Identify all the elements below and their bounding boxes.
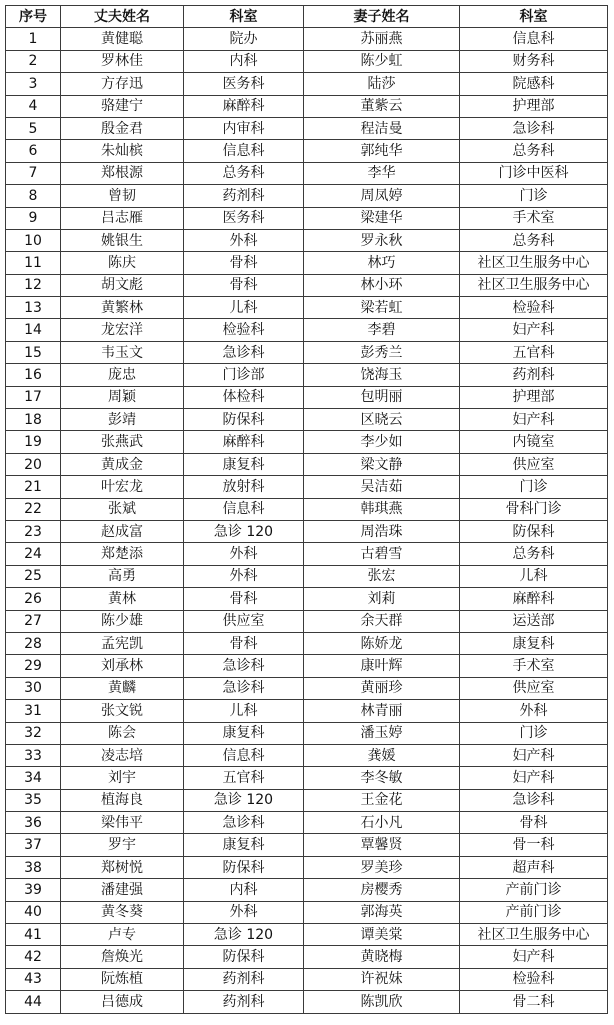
- cell-husband-name: 庞忠: [61, 364, 184, 386]
- header-husband-department: 科室: [184, 6, 304, 28]
- cell-husband-name: 黄健聪: [61, 28, 184, 50]
- cell-serial-number: 21: [6, 476, 61, 498]
- cell-wife-department: 院感科: [460, 73, 608, 95]
- cell-wife-name: 许祝妹: [304, 968, 460, 990]
- cell-serial-number: 11: [6, 252, 61, 274]
- cell-husband-department: 康复科: [184, 453, 304, 475]
- table-row: [6, 744, 608, 766]
- cell-husband-department: 信息科: [184, 744, 304, 766]
- cell-wife-department: 门诊中医科: [460, 162, 608, 184]
- table-body: [6, 28, 608, 1013]
- cell-wife-name: 林巧: [304, 252, 460, 274]
- cell-husband-department: 防保科: [184, 856, 304, 878]
- cell-serial-number: 31: [6, 700, 61, 722]
- cell-wife-department: 门诊: [460, 185, 608, 207]
- cell-serial-number: 38: [6, 856, 61, 878]
- cell-wife-department: 供应室: [460, 453, 608, 475]
- cell-husband-name: 吕德成: [61, 991, 184, 1013]
- cell-wife-name: 梁文静: [304, 453, 460, 475]
- cell-wife-name: 李华: [304, 162, 460, 184]
- table-row: [6, 968, 608, 990]
- cell-wife-department: 骨科: [460, 812, 608, 834]
- cell-wife-name: 罗永秋: [304, 229, 460, 251]
- table-row: [6, 229, 608, 251]
- cell-wife-name: 石小凡: [304, 812, 460, 834]
- staff-couples-table: [5, 5, 608, 1014]
- cell-husband-name: 胡文彪: [61, 274, 184, 296]
- cell-wife-department: 超声科: [460, 856, 608, 878]
- header-husband-name: 丈夫姓名: [61, 6, 184, 28]
- table-row: [6, 520, 608, 542]
- cell-wife-department: 护理部: [460, 386, 608, 408]
- cell-serial-number: 26: [6, 588, 61, 610]
- cell-wife-department: 财务科: [460, 50, 608, 72]
- cell-wife-name: 梁建华: [304, 207, 460, 229]
- cell-husband-name: 朱灿槟: [61, 140, 184, 162]
- cell-wife-name: 龚媛: [304, 744, 460, 766]
- cell-husband-name: 骆建宁: [61, 95, 184, 117]
- cell-wife-department: 妇产科: [460, 946, 608, 968]
- table-row: [6, 767, 608, 789]
- cell-serial-number: 29: [6, 655, 61, 677]
- cell-wife-department: 妇产科: [460, 409, 608, 431]
- cell-husband-name: 刘承林: [61, 655, 184, 677]
- cell-serial-number: 19: [6, 431, 61, 453]
- cell-husband-name: 陈会: [61, 722, 184, 744]
- cell-wife-name: 郭纯华: [304, 140, 460, 162]
- cell-husband-name: 姚银生: [61, 229, 184, 251]
- cell-wife-name: 董紫云: [304, 95, 460, 117]
- table-row: [6, 789, 608, 811]
- cell-husband-name: 吕志雁: [61, 207, 184, 229]
- cell-husband-name: 黄冬葵: [61, 901, 184, 923]
- cell-wife-name: 区晓云: [304, 409, 460, 431]
- cell-wife-name: 陈凯欣: [304, 991, 460, 1013]
- cell-wife-name: 林青丽: [304, 700, 460, 722]
- cell-husband-name: 罗宇: [61, 834, 184, 856]
- cell-serial-number: 42: [6, 946, 61, 968]
- table-row: [6, 655, 608, 677]
- cell-husband-department: 院办: [184, 28, 304, 50]
- cell-husband-department: 门诊部: [184, 364, 304, 386]
- cell-wife-name: 陈少虹: [304, 50, 460, 72]
- cell-wife-name: 苏丽燕: [304, 28, 460, 50]
- cell-husband-department: 检验科: [184, 319, 304, 341]
- cell-husband-department: 麻醉科: [184, 95, 304, 117]
- cell-wife-name: 周浩珠: [304, 520, 460, 542]
- cell-husband-department: 外科: [184, 901, 304, 923]
- cell-husband-name: 周颖: [61, 386, 184, 408]
- cell-husband-name: 叶宏龙: [61, 476, 184, 498]
- header-serial-number: 序号: [6, 6, 61, 28]
- cell-husband-department: 急诊 120: [184, 520, 304, 542]
- cell-serial-number: 43: [6, 968, 61, 990]
- cell-husband-name: 孟宪凯: [61, 632, 184, 654]
- cell-husband-department: 五官科: [184, 767, 304, 789]
- cell-serial-number: 14: [6, 319, 61, 341]
- cell-serial-number: 34: [6, 767, 61, 789]
- table-row: [6, 588, 608, 610]
- cell-husband-department: 康复科: [184, 834, 304, 856]
- cell-serial-number: 41: [6, 924, 61, 946]
- cell-wife-department: 门诊: [460, 722, 608, 744]
- cell-husband-name: 梁伟平: [61, 812, 184, 834]
- cell-husband-name: 张文锐: [61, 700, 184, 722]
- cell-husband-department: 内审科: [184, 117, 304, 139]
- table-row: [6, 207, 608, 229]
- cell-husband-name: 阮炼植: [61, 968, 184, 990]
- cell-serial-number: 1: [6, 28, 61, 50]
- cell-husband-department: 信息科: [184, 498, 304, 520]
- cell-wife-name: 李冬敏: [304, 767, 460, 789]
- table-row: [6, 834, 608, 856]
- cell-wife-name: 房樱秀: [304, 879, 460, 901]
- cell-husband-department: 急诊科: [184, 655, 304, 677]
- cell-husband-name: 凌志培: [61, 744, 184, 766]
- cell-serial-number: 22: [6, 498, 61, 520]
- cell-husband-name: 曾韧: [61, 185, 184, 207]
- table-row: [6, 543, 608, 565]
- cell-husband-name: 郑树悦: [61, 856, 184, 878]
- cell-wife-department: 产前门诊: [460, 901, 608, 923]
- cell-wife-name: 黄丽珍: [304, 677, 460, 699]
- cell-serial-number: 15: [6, 341, 61, 363]
- cell-wife-name: 刘莉: [304, 588, 460, 610]
- cell-wife-department: 急诊科: [460, 117, 608, 139]
- cell-husband-name: 郑楚添: [61, 543, 184, 565]
- cell-wife-department: 麻醉科: [460, 588, 608, 610]
- cell-serial-number: 25: [6, 565, 61, 587]
- cell-wife-name: 陆莎: [304, 73, 460, 95]
- cell-serial-number: 24: [6, 543, 61, 565]
- table-row: [6, 185, 608, 207]
- cell-husband-name: 赵成富: [61, 520, 184, 542]
- cell-husband-department: 骨科: [184, 588, 304, 610]
- cell-wife-department: 骨二科: [460, 991, 608, 1013]
- cell-wife-department: 妇产科: [460, 319, 608, 341]
- table-row: [6, 431, 608, 453]
- cell-serial-number: 20: [6, 453, 61, 475]
- table-row: [6, 901, 608, 923]
- table-row: [6, 722, 608, 744]
- table-row: [6, 991, 608, 1013]
- cell-wife-department: 检验科: [460, 968, 608, 990]
- cell-husband-department: 药剂科: [184, 991, 304, 1013]
- cell-husband-name: 刘宇: [61, 767, 184, 789]
- cell-serial-number: 39: [6, 879, 61, 901]
- cell-husband-name: 高勇: [61, 565, 184, 587]
- table-row: [6, 95, 608, 117]
- cell-wife-department: 门诊: [460, 476, 608, 498]
- cell-husband-department: 外科: [184, 543, 304, 565]
- cell-serial-number: 3: [6, 73, 61, 95]
- table-row: [6, 252, 608, 274]
- cell-serial-number: 2: [6, 50, 61, 72]
- cell-wife-name: 韩琪燕: [304, 498, 460, 520]
- cell-wife-name: 彭秀兰: [304, 341, 460, 363]
- cell-husband-name: 殷金君: [61, 117, 184, 139]
- cell-husband-name: 罗林佳: [61, 50, 184, 72]
- cell-serial-number: 6: [6, 140, 61, 162]
- cell-husband-name: 黄繁林: [61, 297, 184, 319]
- cell-wife-department: 康复科: [460, 632, 608, 654]
- cell-serial-number: 32: [6, 722, 61, 744]
- cell-husband-name: 陈少雄: [61, 610, 184, 632]
- cell-wife-department: 急诊科: [460, 789, 608, 811]
- cell-wife-name: 潘玉婷: [304, 722, 460, 744]
- cell-husband-name: 郑根源: [61, 162, 184, 184]
- cell-husband-name: 黄成金: [61, 453, 184, 475]
- table-row: [6, 453, 608, 475]
- cell-serial-number: 40: [6, 901, 61, 923]
- header-row: [6, 6, 608, 28]
- cell-wife-name: 覃馨贤: [304, 834, 460, 856]
- cell-serial-number: 7: [6, 162, 61, 184]
- cell-husband-department: 医务科: [184, 207, 304, 229]
- table-row: [6, 498, 608, 520]
- table-row: [6, 297, 608, 319]
- cell-wife-name: 李少如: [304, 431, 460, 453]
- cell-husband-department: 防保科: [184, 946, 304, 968]
- cell-husband-department: 骨科: [184, 252, 304, 274]
- cell-serial-number: 4: [6, 95, 61, 117]
- table-row: [6, 50, 608, 72]
- cell-husband-department: 急诊科: [184, 677, 304, 699]
- cell-serial-number: 23: [6, 520, 61, 542]
- table-row: [6, 632, 608, 654]
- cell-wife-name: 吴洁茹: [304, 476, 460, 498]
- cell-husband-name: 方存迅: [61, 73, 184, 95]
- table-row: [6, 409, 608, 431]
- cell-husband-name: 黄麟: [61, 677, 184, 699]
- cell-wife-name: 余天群: [304, 610, 460, 632]
- cell-husband-department: 信息科: [184, 140, 304, 162]
- cell-serial-number: 17: [6, 386, 61, 408]
- cell-wife-department: 护理部: [460, 95, 608, 117]
- cell-wife-department: 药剂科: [460, 364, 608, 386]
- cell-husband-department: 体检科: [184, 386, 304, 408]
- cell-wife-name: 饶海玉: [304, 364, 460, 386]
- table-row: [6, 476, 608, 498]
- cell-wife-name: 陈娇龙: [304, 632, 460, 654]
- cell-husband-name: 植海良: [61, 789, 184, 811]
- cell-wife-name: 包明丽: [304, 386, 460, 408]
- cell-husband-name: 张燕武: [61, 431, 184, 453]
- cell-wife-department: 防保科: [460, 520, 608, 542]
- cell-husband-department: 骨科: [184, 274, 304, 296]
- table-row: [6, 386, 608, 408]
- cell-serial-number: 9: [6, 207, 61, 229]
- cell-serial-number: 44: [6, 991, 61, 1013]
- cell-husband-department: 儿科: [184, 297, 304, 319]
- cell-serial-number: 10: [6, 229, 61, 251]
- cell-wife-name: 林小环: [304, 274, 460, 296]
- header-wife-department: 科室: [460, 6, 608, 28]
- cell-wife-name: 梁若虹: [304, 297, 460, 319]
- cell-wife-name: 周凤婷: [304, 185, 460, 207]
- cell-husband-name: 张斌: [61, 498, 184, 520]
- table-header: [6, 6, 608, 28]
- cell-wife-department: 妇产科: [460, 767, 608, 789]
- cell-serial-number: 36: [6, 812, 61, 834]
- cell-husband-department: 急诊科: [184, 812, 304, 834]
- cell-husband-name: 彭靖: [61, 409, 184, 431]
- cell-serial-number: 37: [6, 834, 61, 856]
- cell-serial-number: 28: [6, 632, 61, 654]
- cell-wife-department: 妇产科: [460, 744, 608, 766]
- cell-serial-number: 35: [6, 789, 61, 811]
- table-row: [6, 565, 608, 587]
- cell-husband-department: 内科: [184, 879, 304, 901]
- cell-husband-department: 麻醉科: [184, 431, 304, 453]
- cell-husband-name: 卢专: [61, 924, 184, 946]
- cell-serial-number: 13: [6, 297, 61, 319]
- cell-serial-number: 8: [6, 185, 61, 207]
- cell-wife-department: 五官科: [460, 341, 608, 363]
- cell-wife-department: 总务科: [460, 543, 608, 565]
- table-row: [6, 610, 608, 632]
- cell-husband-department: 急诊科: [184, 341, 304, 363]
- cell-serial-number: 12: [6, 274, 61, 296]
- cell-wife-department: 运送部: [460, 610, 608, 632]
- cell-wife-department: 总务科: [460, 140, 608, 162]
- cell-serial-number: 30: [6, 677, 61, 699]
- table-row: [6, 73, 608, 95]
- cell-wife-department: 检验科: [460, 297, 608, 319]
- cell-wife-department: 信息科: [460, 28, 608, 50]
- cell-wife-name: 李碧: [304, 319, 460, 341]
- cell-wife-name: 古碧雪: [304, 543, 460, 565]
- cell-wife-department: 外科: [460, 700, 608, 722]
- table-row: [6, 341, 608, 363]
- cell-husband-name: 黄林: [61, 588, 184, 610]
- cell-wife-department: 产前门诊: [460, 879, 608, 901]
- cell-wife-department: 总务科: [460, 229, 608, 251]
- cell-wife-name: 黄晓梅: [304, 946, 460, 968]
- cell-serial-number: 18: [6, 409, 61, 431]
- cell-serial-number: 33: [6, 744, 61, 766]
- table-row: [6, 162, 608, 184]
- cell-husband-department: 急诊 120: [184, 924, 304, 946]
- cell-wife-department: 手术室: [460, 655, 608, 677]
- cell-wife-name: 罗美珍: [304, 856, 460, 878]
- cell-wife-name: 谭美棠: [304, 924, 460, 946]
- cell-husband-department: 供应室: [184, 610, 304, 632]
- cell-wife-department: 骨一科: [460, 834, 608, 856]
- cell-husband-department: 总务科: [184, 162, 304, 184]
- table-row: [6, 117, 608, 139]
- cell-wife-name: 王金花: [304, 789, 460, 811]
- cell-husband-department: 急诊 120: [184, 789, 304, 811]
- cell-wife-department: 社区卫生服务中心: [460, 274, 608, 296]
- cell-husband-department: 骨科: [184, 632, 304, 654]
- cell-wife-department: 手术室: [460, 207, 608, 229]
- cell-wife-name: 程洁曼: [304, 117, 460, 139]
- table-row: [6, 28, 608, 50]
- cell-serial-number: 16: [6, 364, 61, 386]
- table-row: [6, 319, 608, 341]
- cell-husband-name: 陈庆: [61, 252, 184, 274]
- table-row: [6, 700, 608, 722]
- cell-wife-department: 社区卫生服务中心: [460, 924, 608, 946]
- cell-husband-department: 放射科: [184, 476, 304, 498]
- cell-husband-name: 潘建强: [61, 879, 184, 901]
- cell-wife-department: 骨科门诊: [460, 498, 608, 520]
- table-row: [6, 364, 608, 386]
- cell-husband-department: 儿科: [184, 700, 304, 722]
- cell-serial-number: 5: [6, 117, 61, 139]
- cell-husband-department: 外科: [184, 565, 304, 587]
- table-row: [6, 856, 608, 878]
- cell-serial-number: 27: [6, 610, 61, 632]
- cell-husband-name: 龙宏洋: [61, 319, 184, 341]
- cell-wife-name: 康叶辉: [304, 655, 460, 677]
- cell-wife-name: 张宏: [304, 565, 460, 587]
- cell-husband-department: 药剂科: [184, 968, 304, 990]
- cell-wife-department: 供应室: [460, 677, 608, 699]
- table-row: [6, 879, 608, 901]
- table-row: [6, 946, 608, 968]
- table-row: [6, 924, 608, 946]
- cell-husband-name: 詹焕光: [61, 946, 184, 968]
- table-row: [6, 677, 608, 699]
- cell-wife-department: 儿科: [460, 565, 608, 587]
- table-row: [6, 274, 608, 296]
- cell-husband-department: 药剂科: [184, 185, 304, 207]
- cell-husband-department: 内科: [184, 50, 304, 72]
- cell-wife-department: 内镜室: [460, 431, 608, 453]
- cell-husband-department: 外科: [184, 229, 304, 251]
- cell-wife-department: 社区卫生服务中心: [460, 252, 608, 274]
- cell-husband-department: 医务科: [184, 73, 304, 95]
- table-row: [6, 140, 608, 162]
- cell-wife-name: 郭海英: [304, 901, 460, 923]
- cell-husband-department: 防保科: [184, 409, 304, 431]
- cell-husband-department: 康复科: [184, 722, 304, 744]
- cell-husband-name: 韦玉文: [61, 341, 184, 363]
- table-row: [6, 812, 608, 834]
- header-wife-name: 妻子姓名: [304, 6, 460, 28]
